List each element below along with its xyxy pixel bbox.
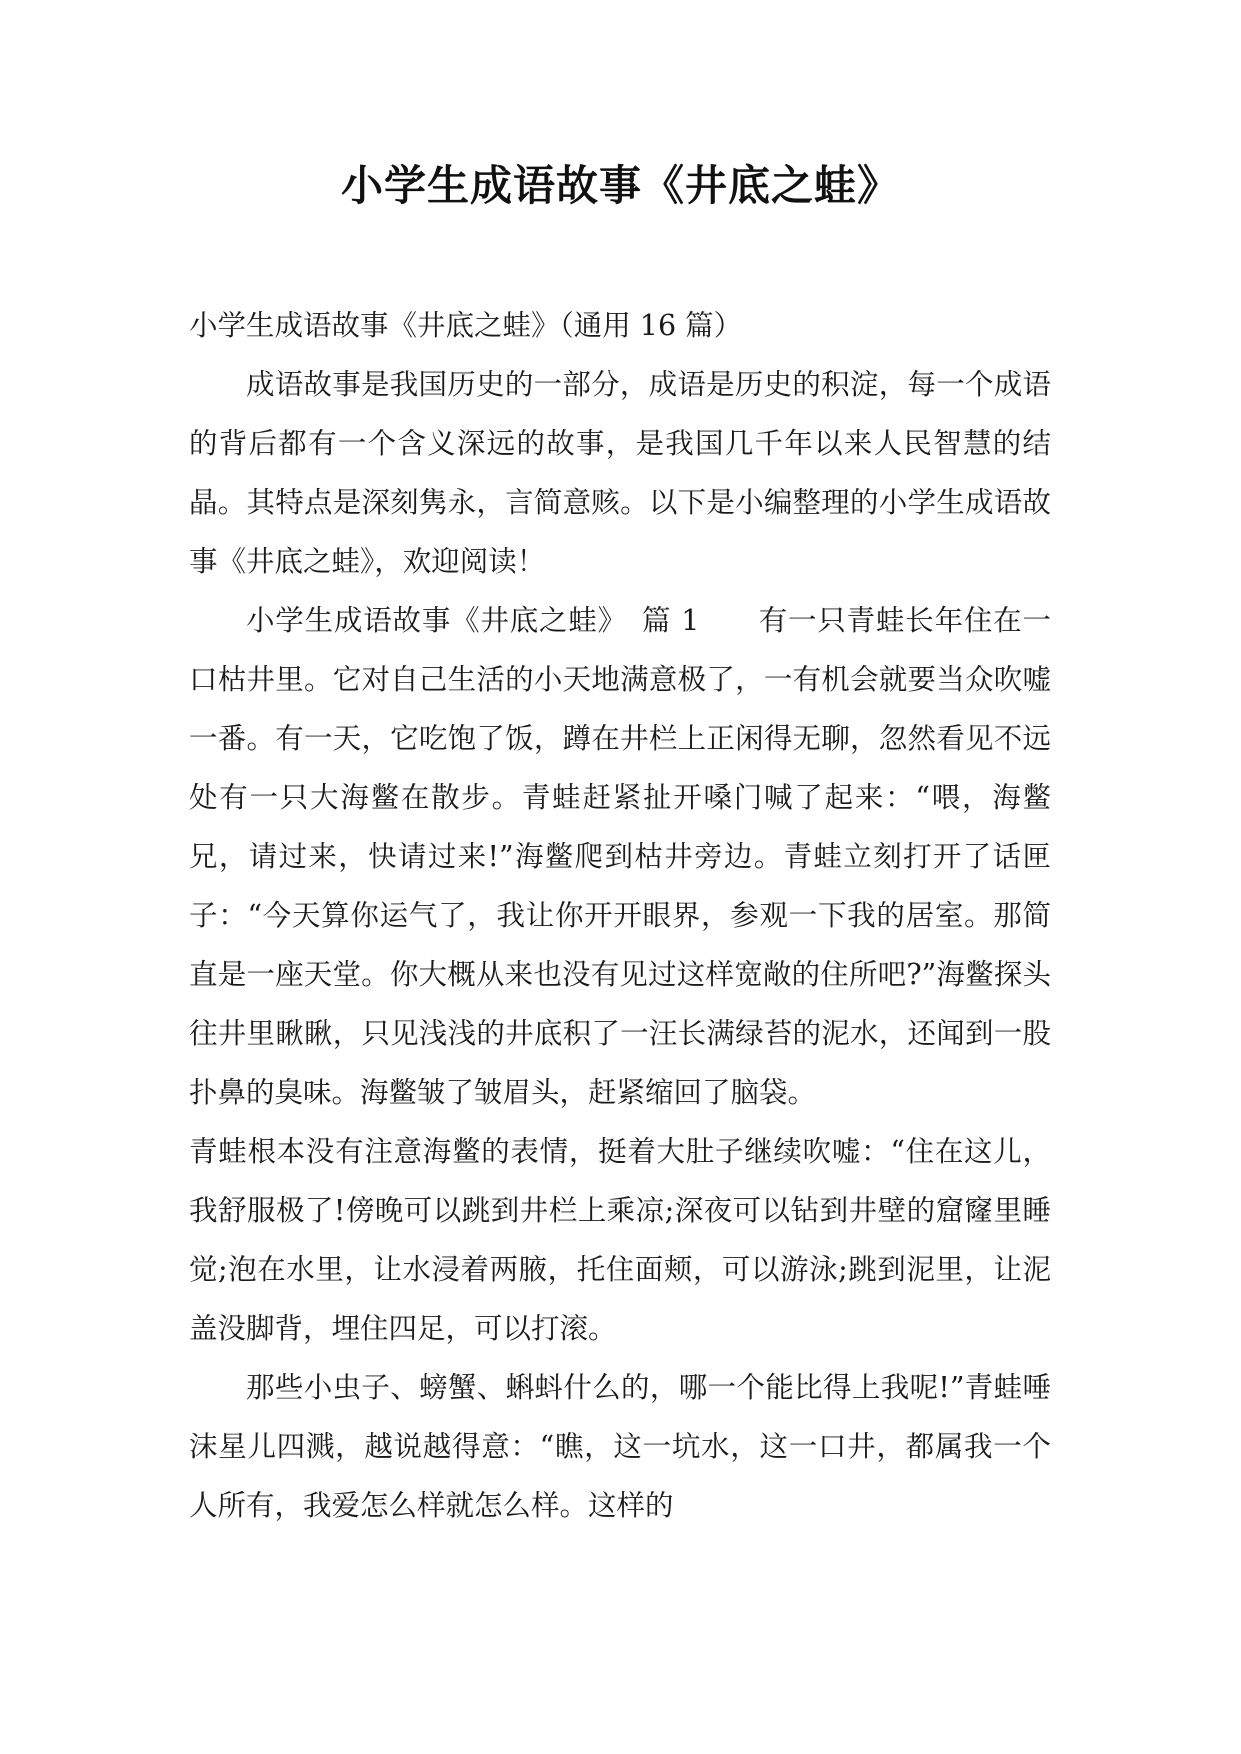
document-body <box>189 296 1051 1535</box>
body-paragraph: 成语故事是我国历史的一部分，成语是历史的积淀，每一个成语的背后都有一个含义深远的故事，是我国几千年以来人民智慧的结晶。其特点是深刻隽永，言简意赅。以下是小编整理的小学生成语故事《井底之蛙》，欢迎阅读！ <box>189 368 1051 578</box>
body-paragraph: 青蛙根本没有注意海鳖的表情，挺着大肚子继续吹嘘：“住在这儿，我舒服极了!傍晚可以跳到井栏上乘凉;深夜可以钻到井壁的窟窿里睡觉;泡在水里，让水浸着两腋，托住面颊，可以游泳;跳到泥里，让泥盖没脚背，埋住四足，可以打滚。 <box>189 1135 1051 1345</box>
body-paragraph: 小学生成语故事《井底之蛙》 篇 1 有一只青蛙长年住在一口枯井里。它对自己生活的小天地满意极了，一有机会就要当众吹嘘一番。有一天，它吃饱了饭，蹲在井栏上正闲得无聊，忽然看见不远处有一只大海鳖在散步。青蛙赶紧扯开嗓门喊了起来：“喂，海鳖兄，请过来，快请过来!”海鳖爬到枯井旁边。青蛙立刻打开了话匣子：“今天算你运气了，我让你开开眼界，参观一下我的居室。那简直是一座天堂。你大概从来也没有见过这样宽敞的住所吧?”海鳖探头往井里瞅瞅，只见浅浅的井底积了一汪长满绿苔的泥水，还闻到一股扑鼻的臭味。海鳖皱了皱眉头，赶紧缩回了脑袋。 <box>189 604 1051 1109</box>
document-title: 小学生成语故事《井底之蛙》 <box>340 161 900 210</box>
body-paragraph: 那些小虫子、螃蟹、蝌蚪什么的，哪一个能比得上我呢!”青蛙唾沫星儿四溅，越说越得意：“瞧，这一坑水，这一口井，都属我一个人所有，我爱怎么样就怎么样。这样的 <box>189 1371 1051 1522</box>
document-subtitle: 小学生成语故事《井底之蛙》（通用 16 篇） <box>189 309 743 342</box>
